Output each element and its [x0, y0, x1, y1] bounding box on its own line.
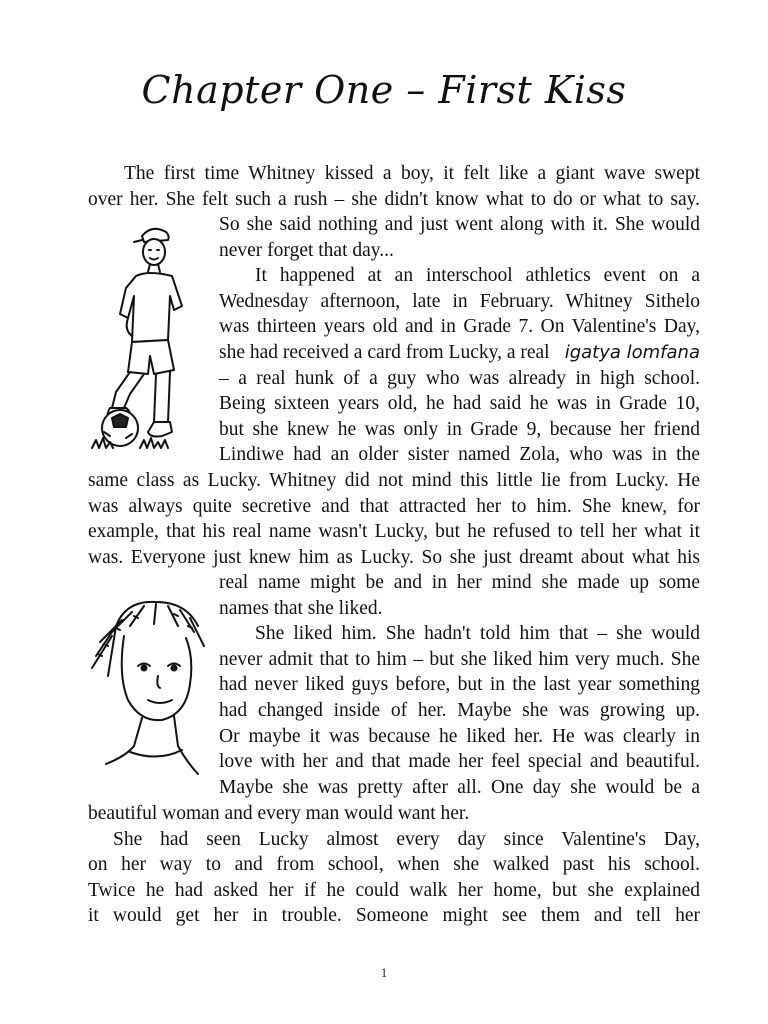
text-line: names that she liked.: [219, 597, 383, 619]
text-line: Lindiwe had an older sister named Zola, who was in the: [219, 444, 700, 466]
text-line: never admit that to him – but she liked him very much. She: [219, 648, 700, 670]
text-line: Twice he had asked her if he could walk her home, but she explained: [88, 879, 700, 901]
boy-with-soccer-ball-illustration: [90, 222, 185, 454]
text-line: was. Everyone just knew him as Lucky. So she just dreamt about what his: [88, 546, 700, 568]
text-line: on her way to and from school, when she walked past his school.: [88, 854, 700, 876]
text-line: Or maybe it was because he liked her. He was clearly in: [219, 725, 700, 747]
text-line: – a real hunk of a guy who was already in high school.: [219, 367, 700, 389]
text-line: beautiful woman and every man would want her.: [88, 803, 470, 824]
text-line: The first time Whitney kissed a boy, it felt like a giant wave swept: [124, 163, 700, 184]
text-line: example, that his real name wasn't Lucky, but he refused to tell her what it: [88, 521, 700, 543]
text-line: love with her and that made her feel special and beautiful.: [219, 751, 700, 773]
text-line: had never liked guys before, but in the last year something: [219, 674, 700, 696]
text-line: She had seen Lucky almost every day since Valentine's Day,: [113, 828, 700, 850]
text-line: never forget that day...: [219, 239, 394, 261]
text-line: but she knew he was only in Grade 9, because her friend: [219, 418, 700, 440]
italic-phrase: igatya lomfana: [564, 341, 700, 363]
page-number: 1: [380, 965, 388, 980]
body-text-wrap-1: [219, 212, 700, 468]
text-line: same class as Lucky. Whitney did not mind this little lie from Lucky. He: [88, 470, 700, 491]
text-line: was thirteen years old and in Grade 7. On Valentine's Day,: [219, 316, 700, 338]
text-line: It happened at an interschool athletics event on a: [255, 265, 700, 287]
text-line: [219, 340, 700, 366]
body-text-full-1: [88, 468, 700, 570]
girl-portrait-illustration: [86, 596, 211, 781]
text-line: So she said nothing and just went along with it. She would: [219, 214, 700, 235]
text-line: She liked him. She hadn't told him that – she would: [255, 623, 700, 645]
body-text-full-2: [88, 801, 700, 929]
text-line: over her. She felt such a rush – she didn't know what to do or what to say.: [88, 188, 700, 210]
body-text-wrap-2: [219, 570, 700, 800]
text-line: was always quite secretive and that attracted her to him. She knew, for: [88, 495, 700, 517]
text-line: Maybe she was pretty after all. One day she would be a: [219, 776, 700, 798]
text-segment: she had received a card from Lucky, a real: [219, 341, 550, 363]
text-line: real name might be and in her mind she made up some: [219, 572, 700, 593]
text-line: it would get her in trouble. Someone might see them and tell her: [88, 905, 700, 927]
text-line: had changed inside of her. Maybe she was growing up.: [219, 699, 700, 721]
text-line: Being sixteen years old, he had said he was in Grade 10,: [219, 393, 700, 415]
text-line: Wednesday afternoon, late in February. Whitney Sithelo: [219, 290, 700, 312]
chapter-title: Chapter One – First Kiss: [141, 68, 627, 112]
body-text: [88, 161, 700, 212]
